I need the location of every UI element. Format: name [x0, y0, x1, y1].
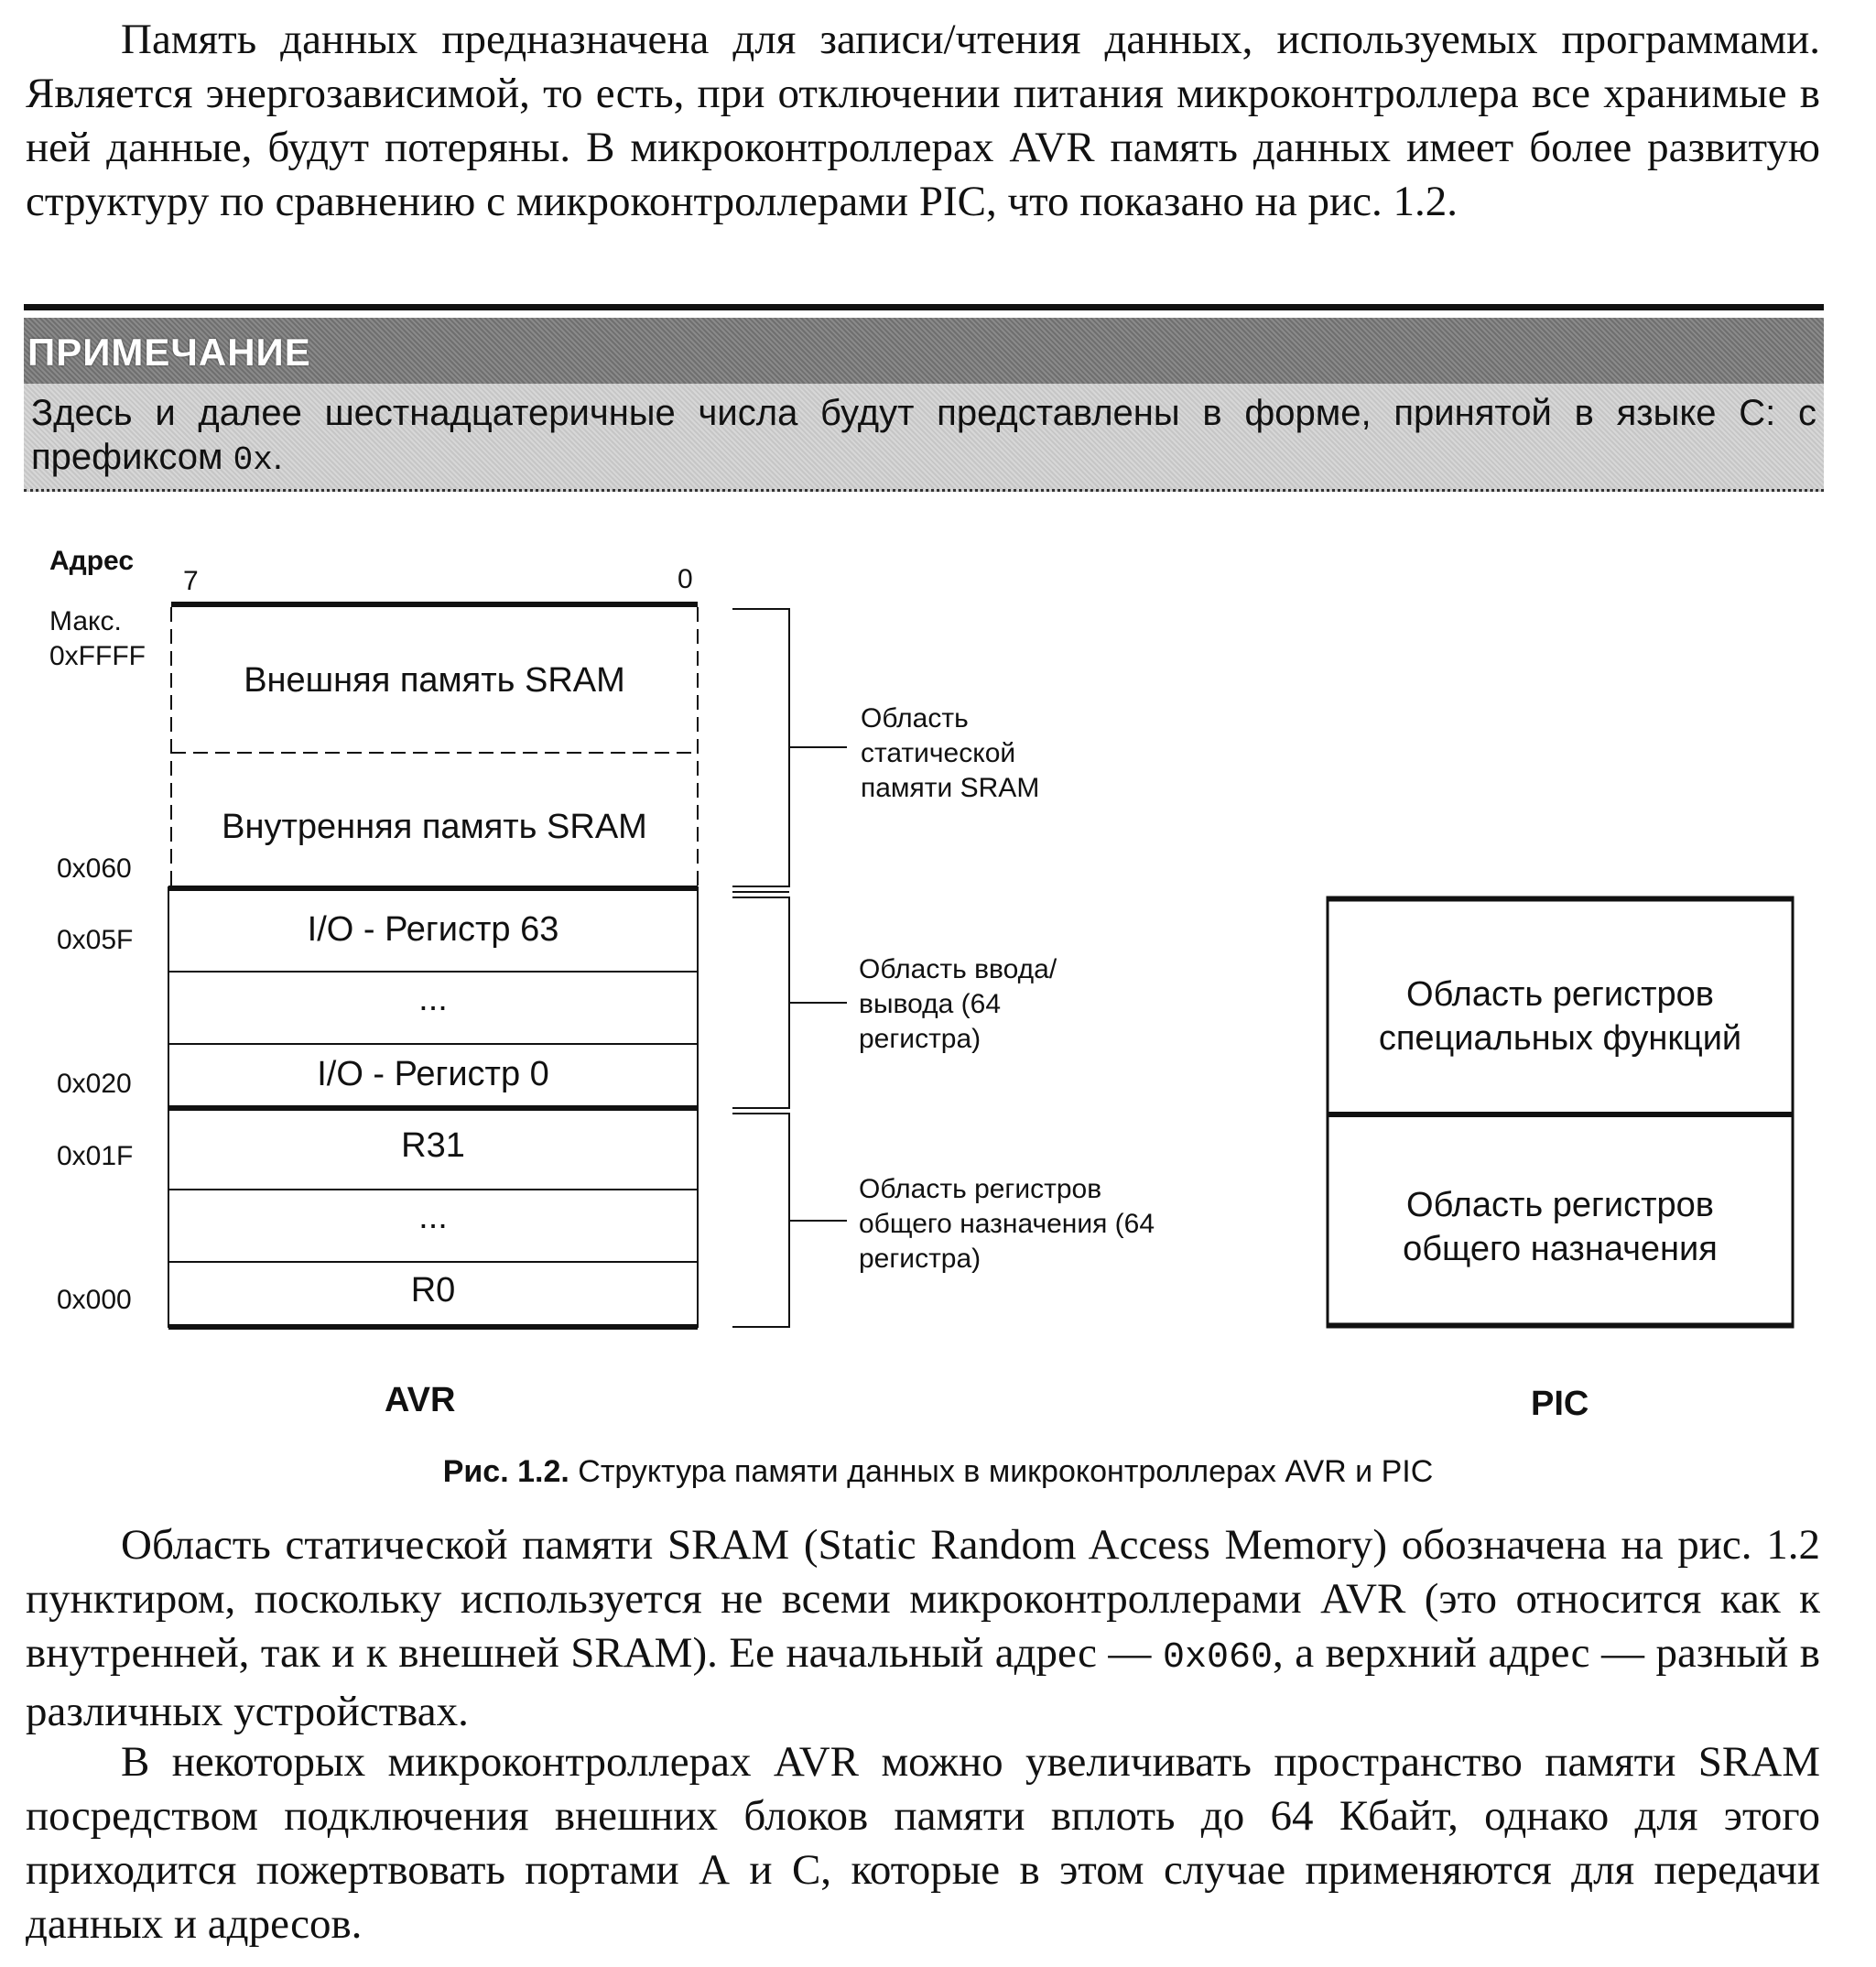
region-sram-label: Область статической памяти SRAM: [861, 703, 1040, 803]
paragraph-intro: [26, 13, 1820, 229]
figure-caption: [0, 1454, 1876, 1490]
addr-0x05f: 0x05F: [57, 925, 134, 955]
addr-0x020: 0x020: [57, 1069, 132, 1099]
cell-ext-sram: Внешняя память SRAM: [244, 661, 625, 700]
paragraph-sram-text-after: , а верхний адрес — разный в различных устройствах.: [26, 1629, 1820, 1735]
pic-gpr-label: Область регистров общего назначения: [1403, 1186, 1718, 1268]
note-body: [24, 384, 1824, 492]
cell-io-0: I/O - Регистр 0: [317, 1055, 549, 1093]
addr-0x060: 0x060: [57, 853, 132, 884]
bracket-sram: [732, 609, 789, 886]
bit-high: 7: [183, 566, 199, 596]
pic-sfr-label: Область регистров специальных функций: [1378, 975, 1742, 1058]
note-header: [24, 318, 1824, 384]
cell-io-63: I/O - Регистр 63: [307, 910, 559, 949]
bit-low: 0: [678, 564, 693, 594]
addr-0x01f: 0x01F: [57, 1141, 134, 1171]
note-code: 0x: [233, 441, 273, 479]
region-io-label: Область ввода/вывода (64 регистра): [859, 954, 1057, 1054]
avr-label: AVR: [385, 1381, 456, 1419]
note-text: [31, 391, 1816, 483]
cell-io-dots: ...: [418, 980, 448, 1018]
address-header: Адрес: [49, 546, 135, 576]
paragraph-sram: [26, 1518, 1820, 1739]
paragraph-sram-code: 0x060: [1162, 1637, 1273, 1679]
addr-0x000: 0x000: [57, 1285, 132, 1315]
addr-max: 0xFFFF: [49, 641, 146, 671]
bracket-io: [732, 897, 789, 1108]
cell-r31: R31: [401, 1126, 465, 1165]
memory-structure-figure: [0, 494, 1876, 1493]
note-title: ПРИМЕЧАНИЕ: [27, 331, 311, 374]
bracket-gpr: [732, 1114, 789, 1327]
paragraph-intro-text: Память данных предназначена для записи/чтения данных, используемых программами. Является энергозависимой, то есть, при отключении питания микроконтроллера все хранимые в ней данные, будут потеряны. В микроконтроллерах AVR память данных имеет более развитую структуру по сравнению с микроконтроллерами PIC, что показано на рис. 1.2.: [26, 16, 1820, 225]
caption-text: Структура памяти данных в микроконтроллерах AVR и PIC: [569, 1454, 1434, 1489]
paragraph-external-text: В некоторых микроконтроллерах AVR можно увеличивать пространство памяти SRAM посредством подключения внешних блоков памяти вплоть до 64 Кбайт, однако для этого приходится пожертвовать портами А и С, которые в этом случае применяются для передачи данных и адресов.: [26, 1738, 1820, 1948]
note-top-rule: [24, 304, 1824, 310]
addr-max-label: Макс.: [49, 606, 122, 636]
cell-r-dots: ...: [418, 1198, 448, 1236]
caption-prefix: Рис. 1.2.: [442, 1454, 569, 1489]
cell-int-sram: Внутренняя память SRAM: [222, 808, 647, 846]
note-text-before: Здесь и далее шестнадцатеричные числа будут представлены в форме, принятой в языке С: с префиксом: [31, 393, 1816, 477]
pic-label: PIC: [1531, 1385, 1589, 1423]
cell-r0: R0: [410, 1271, 456, 1310]
region-gpr-label: Область регистров общего назначения (64 регистра): [859, 1174, 1155, 1274]
paragraph-sram-text-before: Область статической памяти SRAM (Static Random Access Memory) обозначена на рис. 1.2 пунктиром, поскольку используется не всеми микроконтроллерами AVR (это относится как к внутренней, так и к внешней SRAM). Ее начальный адрес —: [26, 1521, 1820, 1677]
paragraph-external: [26, 1735, 1820, 1951]
note-text-after: .: [272, 437, 284, 477]
